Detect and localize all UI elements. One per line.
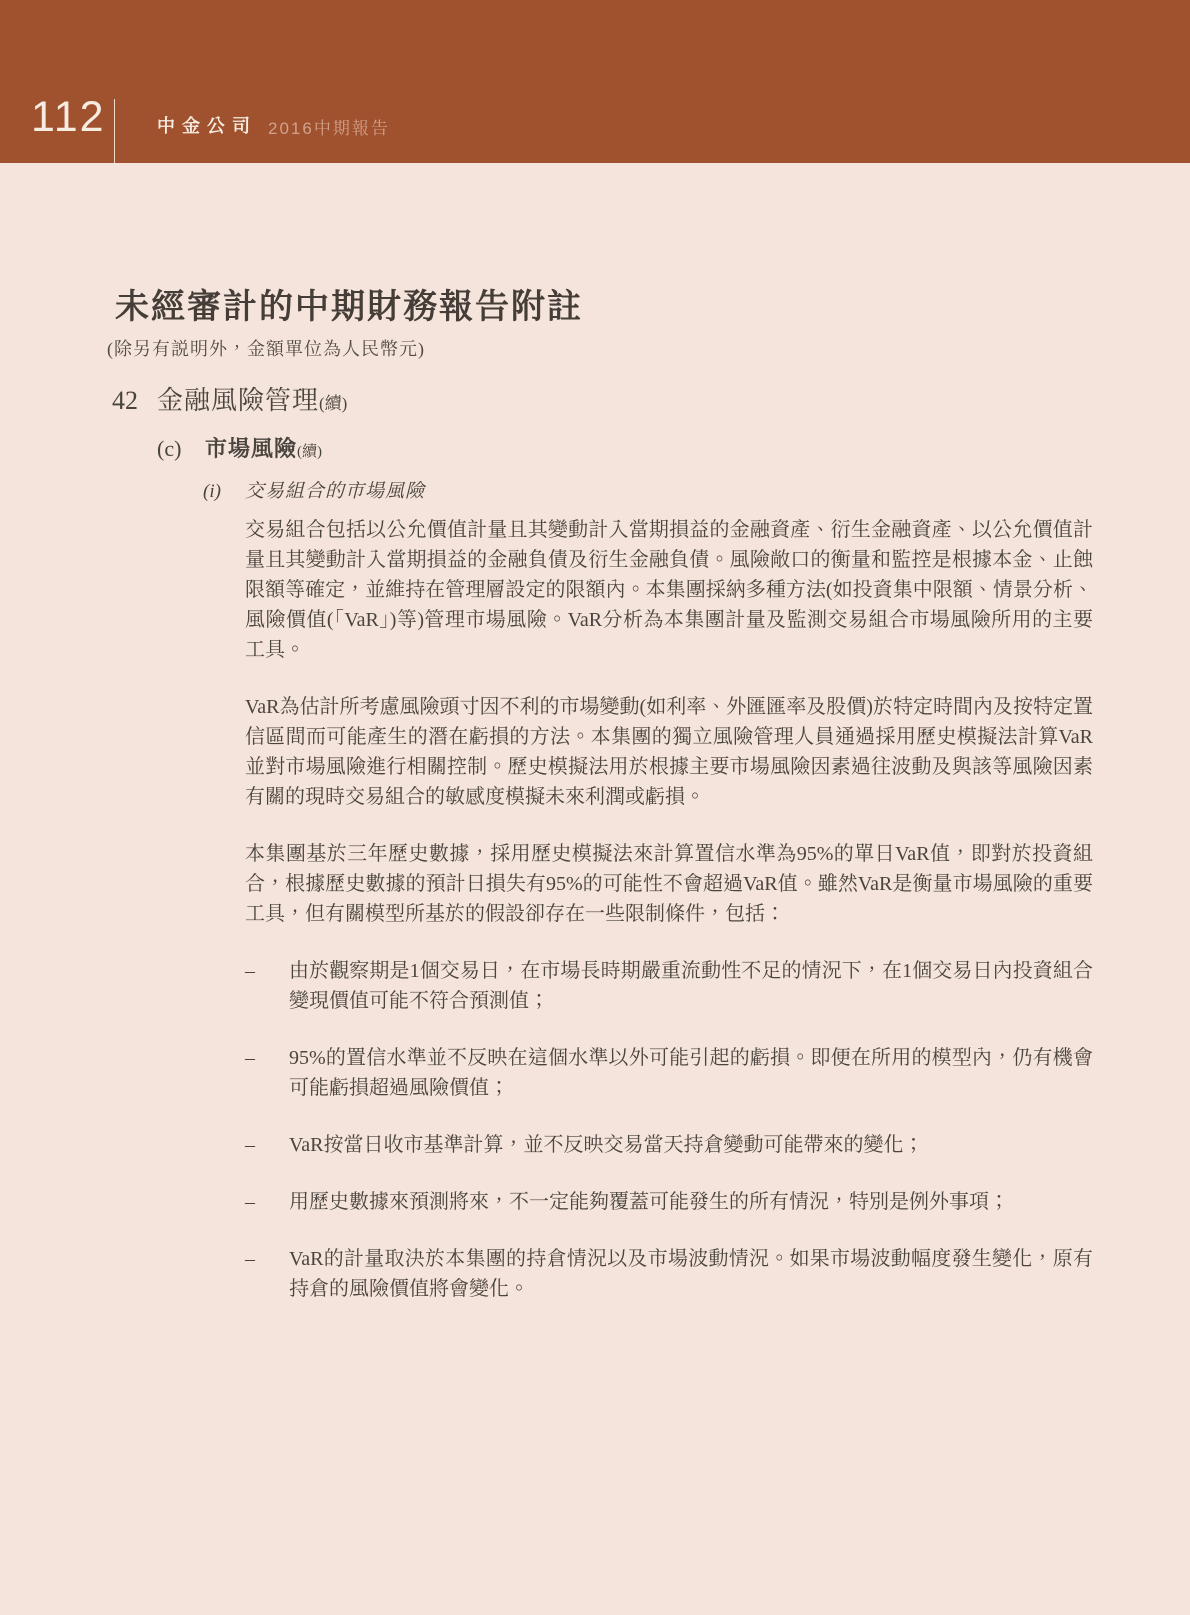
- body-text-block: [245, 515, 1093, 1304]
- subsection-continued: (續): [297, 443, 323, 460]
- item-label: (i): [203, 480, 221, 502]
- bullet-text: VaR的計量取決於本集團的持倉情況以及市場波動情況。如果市場波動幅度發生變化，原有持倉的風險價值將會變化。: [289, 1247, 1093, 1300]
- document-subtitle: (除另有説明外，金額單位為人民幣元): [107, 338, 425, 359]
- bullet-item: [245, 1130, 1093, 1160]
- company-name: 中金公司: [157, 116, 257, 136]
- bullet-marker: –: [245, 959, 255, 982]
- page-number: 112: [31, 93, 106, 141]
- header-divider: [114, 99, 115, 163]
- bullet-item: [245, 1187, 1093, 1217]
- bullet-marker: –: [245, 1133, 255, 1156]
- section-number: 42: [112, 385, 138, 415]
- bullet-item: [245, 1043, 1093, 1103]
- document-title: 未經審計的中期財務報告附註: [115, 289, 583, 326]
- item-title: 交易組合的市場風險: [245, 480, 426, 502]
- bullet-text: 95%的置信水準並不反映在這個水準以外可能引起的虧損。即便在所用的模型內，仍有機會可能虧損超過風險價值；: [289, 1046, 1093, 1099]
- bullet-marker: –: [245, 1046, 255, 1069]
- section-heading: [112, 380, 1093, 417]
- bullet-text: 由於觀察期是1個交易日，在市場長時期嚴重流動性不足的情況下，在1個交易日內投資組合變現價值可能不符合預測值；: [289, 959, 1093, 1012]
- subsection-heading: [157, 432, 1093, 463]
- paragraph: 本集團基於三年歷史數據，採用歷史模擬法來計算置信水準為95%的單日VaR值，即對於投資組合，根據歷史數據的預計日損失有95%的可能性不會超過VaR值。雖然VaR是衡量市場風險的重要工具，但有關模型所基於的假設卻存在一些限制條件，包括：: [245, 842, 1093, 925]
- paragraph: VaR為估計所考慮風險頭寸因不利的市場變動(如利率、外匯匯率及股價)於特定時間內及按特定置信區間而可能產生的潛在虧損的方法。本集團的獨立風險管理人員通過採用歷史模擬法計算VaR並對市場風險進行相關控制。歷史模擬法用於根據主要市場風險因素過往波動及與該等風險因素有關的現時交易組合的敏感度模擬未來利潤或虧損。: [245, 695, 1093, 808]
- report-title: 2016中期報告: [268, 119, 390, 138]
- section-continued: (續): [319, 393, 348, 413]
- paragraph: 交易組合包括以公允價值計量且其變動計入當期損益的金融資產、衍生金融資產、以公允價值計量且其變動計入當期損益的金融負債及衍生金融負債。風險敞口的衡量和監控是根據本金、止蝕限額等確定，並維持在管理層設定的限額內。本集團採納多種方法(如投資集中限額、情景分析、風險價值(「VaR」)等)管理市場風險。VaR分析為本集團計量及監測交易組合市場風險所用的主要工具。: [245, 518, 1093, 661]
- item-heading: [203, 476, 1093, 503]
- document-content: [0, 163, 1190, 1304]
- bullet-text: VaR按當日收市基準計算，並不反映交易當天持倉變動可能帶來的變化；: [289, 1133, 924, 1156]
- bullet-marker: –: [245, 1190, 255, 1213]
- bullet-item: [245, 956, 1093, 1016]
- page-header-band: [0, 0, 1190, 163]
- bullet-item: [245, 1244, 1093, 1304]
- section-title: 金融風險管理: [157, 385, 320, 415]
- bullet-text: 用歷史數據來預測將來，不一定能夠覆蓋可能發生的所有情況，特別是例外事項；: [289, 1190, 1009, 1213]
- subsection-title: 市場風險: [205, 435, 298, 461]
- bullet-marker: –: [245, 1247, 255, 1270]
- subsection-label: (c): [157, 435, 182, 461]
